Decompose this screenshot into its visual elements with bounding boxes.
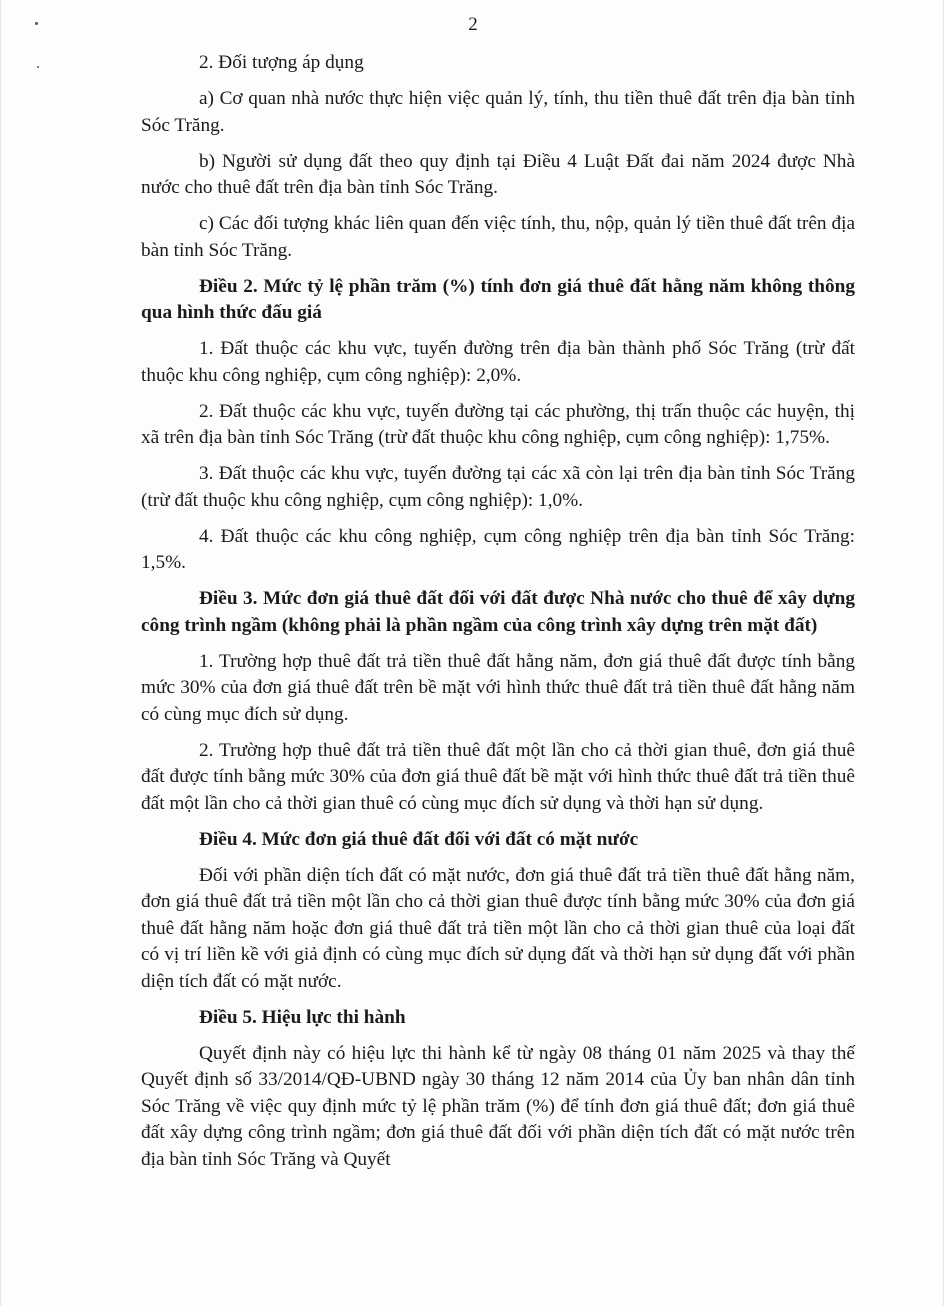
article-2-clause-3: 3. Đất thuộc các khu vực, tuyến đường tại các xã còn lại trên địa bàn tỉnh Sóc Trăng (trừ đất thuộc khu công nghiệp, cụm công nghiệp): 1,0%. [141, 463, 855, 511]
page-number: 2 [468, 14, 478, 35]
article-2-clause-2: 2. Đất thuộc các khu vực, tuyến đường tại các phường, thị trấn thuộc các huyện, thị xã trên địa bàn tỉnh Sóc Trăng (trừ đất thuộc khu công nghiệp, cụm công nghiệp): 1,75%. [141, 400, 855, 448]
document-body [141, 50, 855, 1183]
article-5-heading: Điều 5. Hiệu lực thi hành [199, 1006, 406, 1028]
article-3-clause-2: 2. Trường hợp thuê đất trả tiền thuê đất một lần cho cả thời gian thuê, đơn giá thuê đất được tính bằng mức 30% của đơn giá thuê đất bề mặt với hình thức thuê đất trả tiền thuê đất một lần cho cả thời gian thuê có cùng mục đích sử dụng và thời hạn sử dụng. [141, 739, 855, 814]
paragraph-doi-tuong-b: b) Người sử dụng đất theo quy định tại Điều 4 Luật Đất đai năm 2024 được Nhà nước cho thuê đất trên địa bàn tỉnh Sóc Trăng. [141, 150, 855, 198]
article-4-body: Đối với phần diện tích đất có mặt nước, đơn giá thuê đất trả tiền thuê đất hằng năm, đơn giá thuê đất trả tiền một lần cho cả thời gian thuê được tính bằng mức 30% của đơn giá thuê đất hằng năm hoặc đơn giá thuê đất trả tiền một lần cho cả thời gian thuê của loại đất có vị trí liền kề với giả định có cùng mục đích sử dụng đất và thời hạn sử dụng đất với phần diện tích đất có mặt nước. [141, 864, 855, 992]
article-2-clause-1: 1. Đất thuộc các khu vực, tuyến đường trên địa bàn thành phố Sóc Trăng (trừ đất thuộc khu công nghiệp, cụm công nghiệp): 2,0%. [141, 338, 855, 386]
paragraph-doi-tuong-c: c) Các đối tượng khác liên quan đến việc tính, thu, nộp, quản lý tiền thuê đất trên địa bàn tỉnh Sóc Trăng. [141, 213, 855, 261]
article-2-clause-4: 4. Đất thuộc các khu công nghiệp, cụm công nghiệp trên địa bàn tỉnh Sóc Trăng: 1,5%. [141, 525, 855, 573]
article-5-body: Quyết định này có hiệu lực thi hành kể từ ngày 08 tháng 01 năm 2025 và thay thế Quyết định số 33/2014/QĐ-UBND ngày 30 tháng 12 năm 2014 của Ủy ban nhân dân tỉnh Sóc Trăng về việc quy định mức tỷ lệ phần trăm (%) để tính đơn giá thuê đất; đơn giá thuê đất xây dựng công trình ngầm; đơn giá thuê đất đối với phần diện tích đất có mặt nước trên địa bàn tỉnh Sóc Trăng và Quyết [141, 1042, 855, 1170]
scan-speck [37, 66, 39, 68]
paragraph-doi-tuong-a: a) Cơ quan nhà nước thực hiện việc quản lý, tính, thu tiền thuê đất trên địa bàn tỉnh Sóc Trăng. [141, 88, 855, 136]
article-4-heading: Điều 4. Mức đơn giá thuê đất đối với đất có mặt nước [199, 828, 639, 850]
paragraph-doi-tuong: 2. Đối tượng áp dụng [199, 52, 364, 73]
article-3-clause-1: 1. Trường hợp thuê đất trả tiền thuê đất hằng năm, đơn giá thuê đất được tính bằng mức 30% của đơn giá thuê đất trên bề mặt với hình thức thuê đất trả tiền thuê đất hằng năm có cùng mục đích sử dụng. [141, 650, 855, 725]
article-3-heading: Điều 3. Mức đơn giá thuê đất đối với đất được Nhà nước cho thuê để xây dựng công trình ngầm (không phải là phần ngầm của công trình xây dựng trên mặt đất) [141, 588, 855, 636]
article-2-heading: Điều 2. Mức tỷ lệ phần trăm (%) tính đơn giá thuê đất hằng năm không thông qua hình thức đấu giá [141, 275, 855, 323]
